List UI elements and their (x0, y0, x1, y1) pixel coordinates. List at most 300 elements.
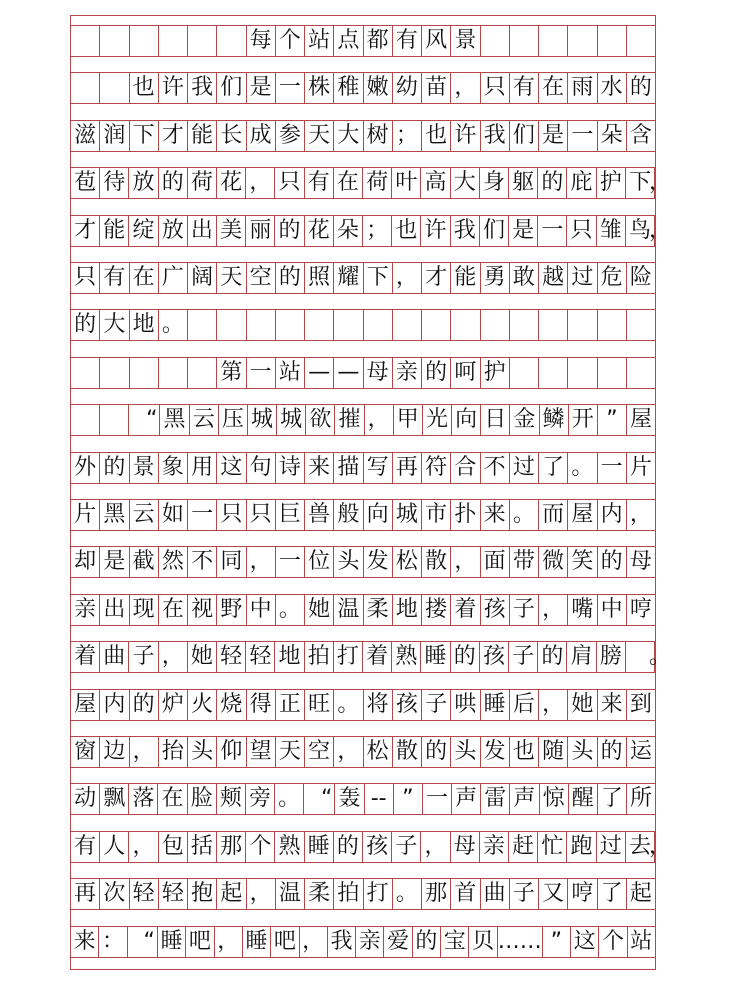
grid-cell: 含 (629, 122, 652, 148)
grid-cell: 城 (248, 405, 277, 435)
grid-cell: 中 (598, 595, 627, 625)
grid-cell: 的 (71, 310, 100, 340)
grid-cell: ， (421, 832, 450, 862)
grid-cell: 在 (539, 73, 568, 103)
grid-cell: 欲 (306, 405, 335, 435)
grid-cell: 睡 (481, 690, 510, 720)
grid-cell: 炉 (159, 690, 188, 720)
grid-cell: “ (129, 405, 160, 435)
grid-cell: ， (539, 595, 568, 625)
grid-cell: 旺 (305, 690, 334, 720)
grid-cell: 亲 (71, 595, 100, 625)
grid-cell (539, 358, 568, 388)
grid-cell: 一 (188, 500, 217, 530)
grid-cell: 内 (598, 500, 627, 530)
grid-cell: 屋 (71, 690, 100, 720)
grid-cell: 黑 (160, 405, 189, 435)
grid-cell: 声 (510, 784, 539, 814)
grid-cell: ， (130, 737, 159, 767)
grid-cell: 们 (217, 73, 246, 103)
grid-cell (627, 310, 655, 340)
grid-cell: 脸 (188, 784, 217, 814)
text-row (71, 546, 655, 578)
grid-cell: 朵 (334, 216, 363, 246)
grid-cell: 般 (334, 500, 363, 530)
grid-cell: 能 (100, 216, 129, 246)
grid-cell: 孩 (481, 595, 510, 625)
grid-cell: 是 (539, 121, 568, 151)
grid-cell: 才 (422, 263, 451, 293)
grid-cell: 是 (247, 73, 276, 103)
grid-cell: 落 (129, 784, 158, 814)
grid-cell: 才 (159, 121, 188, 151)
grid-cell: 只 (247, 500, 276, 530)
grid-cell: 站 (276, 358, 305, 388)
grid-cell: 又 (539, 879, 568, 909)
grid-cell: 庇 (567, 168, 596, 198)
grid-cell: 中 (247, 595, 276, 625)
grid-cell: 滋 (71, 121, 100, 151)
grid-cell: 睡 (305, 832, 334, 862)
grid-cell: 有 (305, 168, 334, 198)
grid-cell (71, 358, 100, 388)
grid-cell (510, 358, 539, 388)
grid-cell (481, 26, 510, 56)
grid-cell: 的 (538, 642, 567, 672)
grid-cell: 天 (305, 121, 334, 151)
grid-cell: 肩 (567, 642, 596, 672)
grid-cell: 不 (481, 453, 510, 483)
grid-cell (100, 26, 129, 56)
grid-cell: 地 (130, 310, 159, 340)
grid-cell: 一 (276, 73, 305, 103)
title-char: 点 (334, 26, 363, 56)
grid-cell: 飘 (100, 784, 129, 814)
grid-cell (71, 73, 100, 103)
grid-cell: 孩 (480, 642, 509, 672)
grid-cell: 屋 (568, 500, 597, 530)
grid-cell: 放 (159, 216, 188, 246)
grid-cell (481, 310, 510, 340)
grid-cell: 散 (422, 547, 451, 577)
grid-cell: 再 (71, 879, 100, 909)
grid-cell: 巨 (276, 500, 305, 530)
grid-cell: 睡 (243, 927, 271, 957)
grid-cell: ， (365, 405, 394, 435)
grid-cell: 同 (217, 547, 246, 577)
grid-cell: 起 (217, 879, 246, 909)
grid-cell: 敢 (510, 263, 539, 293)
grid-cell: 云 (190, 405, 219, 435)
grid-cell: 散 (393, 737, 422, 767)
grid-cell (159, 26, 188, 56)
grid-cell: 照 (305, 263, 334, 293)
grid-cell: 一 (276, 547, 305, 577)
grid-cell: 这 (217, 453, 246, 483)
grid-cell: 金 (510, 405, 539, 435)
text-row (71, 689, 655, 721)
grid-cell: 天 (217, 263, 246, 293)
grid-cell: 。 (510, 500, 539, 530)
grid-cell: 窗 (71, 737, 100, 767)
grid-cell: ； (363, 216, 392, 246)
title-char: 个 (276, 26, 305, 56)
grid-cell: 的 (629, 75, 652, 101)
grid-cell: ， (300, 927, 328, 957)
grid-cell: 边 (100, 737, 129, 767)
grid-cell (364, 310, 393, 340)
grid-cell: 身 (480, 168, 509, 198)
grid-cell: 也 (130, 73, 159, 103)
grid-cell: ： (99, 927, 127, 957)
grid-cell: 母 (629, 549, 652, 575)
grid-cell: 描 (334, 453, 363, 483)
grid-cell: 亲 (480, 832, 509, 862)
grid-cell: 能 (188, 121, 217, 151)
grid-cell: 许 (421, 216, 450, 246)
grid-cell: 拍 (334, 879, 363, 909)
grid-cell (598, 26, 627, 56)
grid-cell: 越 (539, 263, 568, 293)
grid-cell (276, 310, 305, 340)
title-char: 景 (451, 26, 480, 56)
grid-cell: 幼 (393, 73, 422, 103)
margin-punctuation: ， (648, 217, 671, 243)
grid-cell: 花 (217, 168, 246, 198)
grid-cell: 过 (510, 453, 539, 483)
grid-cell: 放 (129, 168, 158, 198)
grid-cell: 松 (364, 737, 393, 767)
grid-cell: 躯 (509, 168, 538, 198)
grid-cell (71, 405, 100, 435)
grid-cell: 屋 (630, 407, 653, 433)
grid-cell: 发 (481, 737, 510, 767)
grid-cell: 的 (538, 168, 567, 198)
grid-cell (100, 73, 129, 103)
grid-cell: 才 (71, 216, 100, 246)
grid-cell: 嘴 (568, 595, 597, 625)
grid-cell: ， (247, 547, 276, 577)
grid-cell (100, 405, 129, 435)
grid-cell: 甲 (394, 405, 423, 435)
grid-cell (247, 310, 276, 340)
grid-cell: -- (365, 784, 394, 814)
grid-cell: 也 (392, 216, 421, 246)
grid-cell: 次 (100, 879, 129, 909)
grid-cell: 地 (275, 642, 304, 672)
grid-cell: 我 (451, 216, 480, 246)
grid-cell: 株 (305, 73, 334, 103)
grid-cell: 日 (481, 405, 510, 435)
grid-cell: 睡 (421, 642, 450, 672)
text-row (71, 641, 671, 673)
grid-cell: ” (598, 405, 627, 435)
text-row (71, 215, 671, 247)
grid-cell: 哼 (568, 879, 597, 909)
grid-cell: 荷 (188, 168, 217, 198)
grid-cell (334, 310, 363, 340)
grid-cell: 哼 (629, 596, 652, 622)
grid-cell: 过 (568, 263, 597, 293)
grid-cell: 用 (188, 453, 217, 483)
grid-cell: “ (304, 784, 335, 814)
grid-cell (188, 310, 217, 340)
grid-cell (305, 310, 334, 340)
grid-cell: 危 (598, 263, 627, 293)
grid-cell: 丽 (246, 216, 275, 246)
grid-cell: 醒 (569, 784, 598, 814)
grid-cell: 熟 (275, 832, 304, 862)
grid-cell: 句 (247, 453, 276, 483)
grid-cell: 子 (422, 690, 451, 720)
grid-cell: 市 (422, 500, 451, 530)
grid-cell: ， (129, 832, 158, 862)
grid-cell: 向 (364, 500, 393, 530)
title-char: 有 (393, 26, 422, 56)
grid-cell: 一 (568, 121, 597, 151)
grid-cell: ” (394, 784, 423, 814)
grid-cell: 符 (422, 453, 451, 483)
grid-cell: — (305, 358, 334, 388)
grid-cell: 城 (277, 405, 306, 435)
grid-cell: 头 (188, 737, 217, 767)
grid-cell: 头 (451, 737, 480, 767)
grid-cell: 待 (100, 168, 129, 198)
grid-cell: 雨 (568, 73, 597, 103)
grid-cell: 苗 (422, 73, 451, 103)
grid-cell: 下 (130, 121, 159, 151)
grid-cell: 轻 (217, 642, 246, 672)
grid-cell: 轻 (159, 879, 188, 909)
grid-cell: 子 (392, 832, 421, 862)
grid-cell: 松 (393, 547, 422, 577)
grid-cell: 我 (328, 927, 356, 957)
grid-cell: 嫩 (364, 73, 393, 103)
grid-cell: 兽 (305, 500, 334, 530)
grid-cell: 母 (451, 832, 480, 862)
grid-cell: 也 (510, 737, 539, 767)
grid-cell (539, 310, 568, 340)
grid-cell: 朵 (598, 121, 627, 151)
grid-cell: 能 (451, 263, 480, 293)
grid-cell: 起 (629, 881, 652, 907)
grid-cell: 叶 (392, 168, 421, 198)
grid-cell: 在 (158, 784, 187, 814)
grid-cell: 吧 (271, 927, 299, 957)
grid-cell: 也 (422, 121, 451, 151)
grid-cell: 而 (539, 500, 568, 530)
grid-cell: 合 (451, 453, 480, 483)
grid-cell: 过 (597, 832, 626, 862)
grid-cell: 她 (568, 690, 597, 720)
grid-cell: 花 (305, 216, 334, 246)
grid-cell (539, 26, 568, 56)
grid-cell: ， (246, 168, 275, 198)
grid-cell: 城 (393, 500, 422, 530)
grid-cell: 轰 (335, 784, 364, 814)
grid-cell: 片 (629, 454, 652, 480)
grid-cell: 轻 (246, 642, 275, 672)
grid-cell: 贝 (469, 927, 497, 957)
grid-cell: 是 (100, 547, 129, 577)
grid-cell: 着 (363, 642, 392, 672)
grid-cell: 。 (159, 310, 188, 340)
grid-cell: 包 (159, 832, 188, 862)
text-row (71, 831, 671, 863)
grid-cell: 动 (71, 784, 100, 814)
grid-cell (130, 358, 159, 388)
grid-cell: 颊 (217, 784, 246, 814)
grid-cell: 来 (481, 500, 510, 530)
grid-cell: 子 (509, 642, 538, 672)
grid-cell: 的 (422, 358, 451, 388)
text-row (71, 357, 655, 389)
grid-cell: 站 (630, 928, 653, 954)
grid-cell: 膀 (597, 642, 626, 672)
grid-cell: ， (393, 263, 422, 293)
grid-cell: 亲 (393, 358, 422, 388)
grid-cell: 来 (598, 690, 627, 720)
grid-cell: 熟 (392, 642, 421, 672)
grid-cell: 子 (129, 642, 158, 672)
title-char: 都 (364, 26, 393, 56)
grid-cell: 曲 (481, 879, 510, 909)
grid-cell: 去 (626, 832, 655, 862)
grid-cell: 一 (247, 358, 276, 388)
grid-cell: 。 (334, 690, 363, 720)
grid-cell: 树 (364, 121, 393, 151)
grid-cell: 许 (159, 73, 188, 103)
grid-cell: 。 (276, 595, 305, 625)
grid-cell: 搂 (422, 595, 451, 625)
grid-cell: 水 (598, 73, 627, 103)
grid-cell: 野 (217, 595, 246, 625)
grid-cell: 大 (451, 168, 480, 198)
text-row (71, 594, 655, 626)
grid-cell: 在 (159, 595, 188, 625)
grid-cell: 护 (481, 358, 510, 388)
grid-cell: 只 (567, 216, 596, 246)
grid-cell: 的 (598, 737, 627, 767)
composition-grid-paper (70, 15, 671, 970)
grid-cell: 她 (305, 595, 334, 625)
grid-cell: 了 (539, 453, 568, 483)
grid-cell: 一 (538, 216, 567, 246)
grid-cell: 打 (334, 642, 363, 672)
grid-cell: 子 (510, 595, 539, 625)
grid-cell: 勇 (481, 263, 510, 293)
grid-cell: 呵 (451, 358, 480, 388)
grid-cell: 云 (130, 500, 159, 530)
grid-cell: 。 (393, 879, 422, 909)
grid-cell: 大 (334, 121, 363, 151)
grid-cell: ， (539, 690, 568, 720)
grid-cell: 的 (598, 547, 627, 577)
grid-cell: 写 (364, 453, 393, 483)
grid-cell: 不 (188, 547, 217, 577)
grid-cell: 的 (413, 927, 441, 957)
grid-cell: 内 (100, 690, 129, 720)
grid-cell: 随 (539, 737, 568, 767)
grid-cell: 有 (100, 263, 129, 293)
grid-cell: 发 (364, 547, 393, 577)
grid-cell: 柔 (364, 595, 393, 625)
grid-cell: 绽 (129, 216, 158, 246)
grid-cell: 了 (598, 879, 627, 909)
grid-cell: 宝 (441, 927, 469, 957)
grid-cell: 下 (626, 168, 655, 198)
grid-cell: 诗 (276, 453, 305, 483)
grid-cell: ， (215, 927, 243, 957)
grid-cell: 这 (571, 927, 599, 957)
grid-cell: 现 (130, 595, 159, 625)
grid-cell: 跑 (567, 832, 596, 862)
grid-cell: 将 (364, 690, 393, 720)
grid-cell (100, 358, 129, 388)
grid-cell: 人 (100, 832, 129, 862)
grid-cell (510, 26, 539, 56)
grid-cell (627, 358, 655, 388)
grid-cell: 子 (510, 879, 539, 909)
grid-cell: 的 (334, 832, 363, 862)
grid-cell: 然 (159, 547, 188, 577)
grid-cell: 那 (422, 879, 451, 909)
grid-cell: 面 (481, 547, 510, 577)
text-row (71, 736, 655, 768)
title-char: 站 (305, 26, 334, 56)
grid-cell: 只 (481, 73, 510, 103)
grid-cell: 摧 (335, 405, 364, 435)
grid-cell: 润 (100, 121, 129, 151)
grid-cell: 声 (452, 784, 481, 814)
grid-cell: 空 (305, 737, 334, 767)
grid-cell: 却 (71, 547, 100, 577)
grid-cell: 烧 (217, 690, 246, 720)
margin-punctuation: ， (648, 833, 671, 859)
grid-cell (159, 358, 188, 388)
grid-cell: 地 (393, 595, 422, 625)
grid-cell: 头 (334, 547, 363, 577)
grid-cell: 那 (217, 832, 246, 862)
grid-cell: 在 (130, 263, 159, 293)
text-row (71, 783, 655, 815)
grid-cell (568, 310, 597, 340)
grid-cell (188, 26, 217, 56)
grid-cell: 扑 (451, 500, 480, 530)
grid-cell: 下 (364, 263, 393, 293)
grid-cell: 仰 (217, 737, 246, 767)
grid-cell: “ (128, 927, 158, 957)
grid-cell: 所 (630, 786, 653, 812)
grid-cell: — (334, 358, 363, 388)
margin-punctuation: ， (648, 170, 671, 196)
grid-cell: 拍 (305, 642, 334, 672)
grid-cell: 的 (130, 690, 159, 720)
grid-cell (217, 26, 246, 56)
grid-cell: 来 (71, 927, 99, 957)
grid-cell: 位 (305, 547, 334, 577)
grid-cell: ， (451, 547, 480, 577)
grid-cell: 压 (219, 405, 248, 435)
grid-cell: 有 (510, 73, 539, 103)
grid-cell (510, 310, 539, 340)
grid-cell: 抱 (188, 879, 217, 909)
grid-cell: 到 (629, 691, 652, 717)
grid-cell: 荷 (363, 168, 392, 198)
grid-cell: 括 (188, 832, 217, 862)
grid-cell (217, 310, 246, 340)
grid-cell: 柔 (305, 879, 334, 909)
